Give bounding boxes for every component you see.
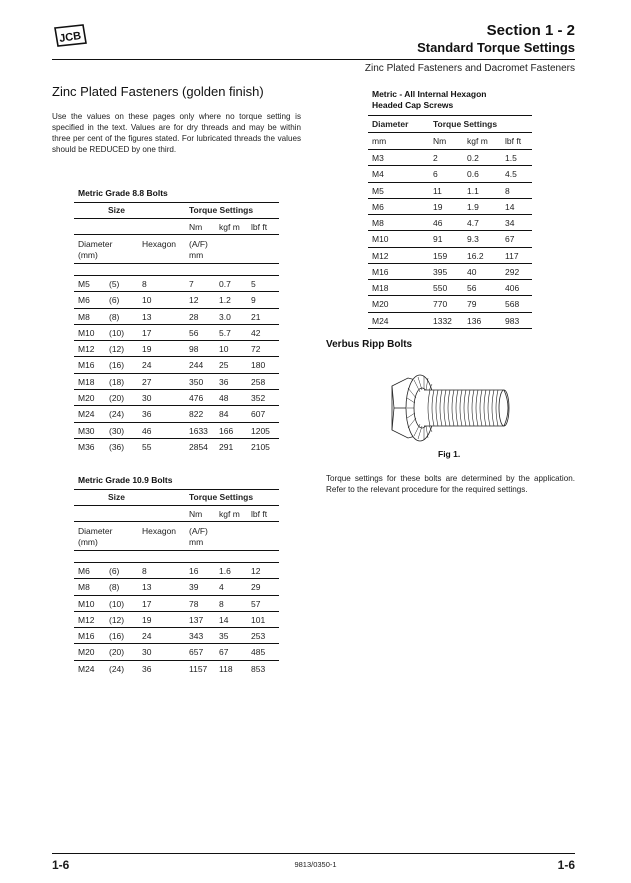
table-cell: 25 <box>215 357 247 373</box>
table-cell: 4 <box>215 579 247 595</box>
table-cell: 166 <box>215 422 247 438</box>
table-row <box>74 373 279 389</box>
table-cell: 4.5 <box>501 166 532 182</box>
table-cell: 2105 <box>247 438 279 454</box>
col-header-af: (A/F) <box>189 239 208 249</box>
table-cell: 14 <box>501 198 532 214</box>
header-divider <box>52 59 575 60</box>
table-cell: 2 <box>429 150 463 166</box>
table-cell: 46 <box>429 215 463 231</box>
table-row <box>74 324 279 340</box>
table-row <box>74 628 279 644</box>
table-cell: 42 <box>247 324 279 340</box>
table-cell: 8 <box>138 563 185 579</box>
table-cell: 8 <box>138 276 185 292</box>
section-title: Section 1 - 2 <box>486 22 575 39</box>
table-cell: 72 <box>247 341 279 357</box>
table-cell: (12) <box>105 341 138 357</box>
table-row <box>368 280 532 296</box>
table-cell: 101 <box>247 611 279 627</box>
col-header-kgfm: kgf m <box>463 133 501 150</box>
table-cell: 98 <box>185 341 215 357</box>
table-cell: 13 <box>138 308 185 324</box>
table-cell: 1.6 <box>215 563 247 579</box>
table-cell: M10 <box>74 324 105 340</box>
table-cell: M6 <box>74 563 105 579</box>
table-row <box>74 422 279 438</box>
table-cell: 770 <box>429 296 463 312</box>
verbus-paragraph: Torque settings for these bolts are determined by the application. Refer to the relevant procedure for the required settings. <box>326 474 575 494</box>
col-header-kgfm: kgf m <box>215 219 247 235</box>
table-row <box>74 341 279 357</box>
figure-caption: Fig 1. <box>438 449 461 459</box>
table-cell: 9 <box>247 292 279 308</box>
capscrews-title <box>372 89 486 111</box>
table-cell: 21 <box>247 308 279 324</box>
col-header-lbfft: lbf ft <box>247 219 279 235</box>
table-cell: 48 <box>215 390 247 406</box>
table-cell: 406 <box>501 280 532 296</box>
table-cell: 34 <box>501 215 532 231</box>
capscrews-title-line2: Headed Cap Screws <box>372 100 454 110</box>
table-cell: 67 <box>501 231 532 247</box>
col-header-hexagon: Hexagon <box>138 235 185 264</box>
table-cell: 1.1 <box>463 182 501 198</box>
table-cell: 19 <box>429 198 463 214</box>
table-cell: M12 <box>368 247 429 263</box>
table-cell: M8 <box>74 308 105 324</box>
table-row <box>368 296 532 312</box>
col-header-size: Size <box>74 203 185 219</box>
table-cell: 10 <box>215 341 247 357</box>
table-cell: 657 <box>185 644 215 660</box>
col-header-mm: mm <box>368 133 429 150</box>
table-cell: (8) <box>105 579 138 595</box>
table-cell: 8 <box>215 595 247 611</box>
table-cell: M5 <box>74 276 105 292</box>
table-cell: (10) <box>105 324 138 340</box>
table-cell: M20 <box>368 296 429 312</box>
page-number-right: 1-6 <box>557 858 575 872</box>
col-header-diameter: Diameter <box>78 526 113 536</box>
table-cell: 159 <box>429 247 463 263</box>
table-cell: M8 <box>74 579 105 595</box>
table-cell: 253 <box>247 628 279 644</box>
table-cell: M20 <box>74 390 105 406</box>
grade88-table <box>74 202 279 455</box>
header-description: Zinc Plated Fasteners and Dacromet Fasteners <box>364 63 575 74</box>
table-cell: 27 <box>138 373 185 389</box>
table-cell: 91 <box>429 231 463 247</box>
table-cell: 118 <box>215 660 247 676</box>
table-row <box>74 276 279 292</box>
table-cell: 39 <box>185 579 215 595</box>
table-cell: 7 <box>185 276 215 292</box>
flange-bolt-icon <box>380 372 515 444</box>
table-row <box>368 166 532 182</box>
table-cell: M12 <box>74 611 105 627</box>
table-cell: 1332 <box>429 312 463 328</box>
table-cell: 1.9 <box>463 198 501 214</box>
table-cell: 16.2 <box>463 247 501 263</box>
table-cell: M24 <box>74 660 105 676</box>
table-cell: 3.0 <box>215 308 247 324</box>
table-cell: 14 <box>215 611 247 627</box>
table-cell: M5 <box>368 182 429 198</box>
grade88-title: Metric Grade 8.8 Bolts <box>78 188 168 198</box>
col-header-af-unit: mm <box>189 250 204 260</box>
table-cell: 13 <box>138 579 185 595</box>
table-row <box>74 438 279 454</box>
table-cell: 6 <box>429 166 463 182</box>
table-row <box>74 292 279 308</box>
table-cell: (8) <box>105 308 138 324</box>
table-row <box>74 644 279 660</box>
col-header-hexagon: Hexagon <box>138 522 185 551</box>
table-row <box>74 390 279 406</box>
table-cell: 56 <box>185 324 215 340</box>
table-cell: 983 <box>501 312 532 328</box>
table-cell: 395 <box>429 263 463 279</box>
intro-paragraph: Use the values on these pages only where no torque setting is specified in the text. Values are for dry threads and may be within three per cent of the figures stated. For lubricated threads the values should be REDUCED by one third. <box>52 112 301 154</box>
table-cell: 40 <box>463 263 501 279</box>
table-row <box>74 611 279 627</box>
table-cell: 5.7 <box>215 324 247 340</box>
col-header-diameter: Diameter <box>368 116 429 133</box>
capscrews-table <box>368 115 532 329</box>
table-cell: (6) <box>105 563 138 579</box>
table-cell: (24) <box>105 406 138 422</box>
table-cell: (16) <box>105 628 138 644</box>
table-cell: 117 <box>501 247 532 263</box>
table-cell: 57 <box>247 595 279 611</box>
table-cell: (36) <box>105 438 138 454</box>
table-cell: (18) <box>105 373 138 389</box>
col-header-diameter: Diameter <box>78 239 113 249</box>
table-cell: (20) <box>105 390 138 406</box>
col-header-torque: Torque Settings <box>185 490 279 506</box>
table-cell: 10 <box>138 292 185 308</box>
table-cell: 36 <box>215 373 247 389</box>
table-cell: 79 <box>463 296 501 312</box>
table-cell: 136 <box>463 312 501 328</box>
col-header-kgfm: kgf m <box>215 506 247 522</box>
table-cell: 8 <box>501 182 532 198</box>
table-cell: M30 <box>74 422 105 438</box>
table-cell: 78 <box>185 595 215 611</box>
table-cell: 550 <box>429 280 463 296</box>
table-row <box>74 660 279 676</box>
table-row <box>368 215 532 231</box>
table-row <box>368 231 532 247</box>
table-cell: 46 <box>138 422 185 438</box>
table-cell: 0.7 <box>215 276 247 292</box>
jcb-logo-icon <box>52 24 88 48</box>
verbus-heading: Verbus Ripp Bolts <box>326 339 413 350</box>
table-cell: 1633 <box>185 422 215 438</box>
table-cell: 352 <box>247 390 279 406</box>
table-cell: (5) <box>105 276 138 292</box>
table-cell: M12 <box>74 341 105 357</box>
table-cell: 24 <box>138 357 185 373</box>
table-cell: M6 <box>368 198 429 214</box>
col-header-nm: Nm <box>185 506 215 522</box>
table-cell: 4.7 <box>463 215 501 231</box>
table-cell: 16 <box>185 563 215 579</box>
table-cell: M24 <box>74 406 105 422</box>
table-cell: 568 <box>501 296 532 312</box>
table-cell: M6 <box>74 292 105 308</box>
footer-divider <box>52 853 575 854</box>
table-row <box>74 406 279 422</box>
table-cell: M18 <box>74 373 105 389</box>
table-row <box>74 595 279 611</box>
table-cell: 12 <box>185 292 215 308</box>
table-cell: (20) <box>105 644 138 660</box>
table-row <box>74 563 279 579</box>
col-header-torque: Torque Settings <box>185 203 279 219</box>
table-cell: 84 <box>215 406 247 422</box>
col-header-lbfft: lbf ft <box>247 506 279 522</box>
page-heading: Zinc Plated Fasteners (golden finish) <box>52 84 264 99</box>
table-cell: 11 <box>429 182 463 198</box>
table-cell: 607 <box>247 406 279 422</box>
table-row <box>368 263 532 279</box>
col-header-lbfft: lbf ft <box>501 133 532 150</box>
table-cell: 137 <box>185 611 215 627</box>
table-cell: 56 <box>463 280 501 296</box>
table-cell: 19 <box>138 341 185 357</box>
table-cell: (30) <box>105 422 138 438</box>
table-cell: 2854 <box>185 438 215 454</box>
table-cell: M10 <box>368 231 429 247</box>
table-cell: 0.2 <box>463 150 501 166</box>
table-cell: 1.5 <box>501 150 532 166</box>
table-cell: 350 <box>185 373 215 389</box>
capscrews-title-line1: Metric - All Internal Hexagon <box>372 89 487 99</box>
table-row <box>368 150 532 166</box>
table-cell: 292 <box>501 263 532 279</box>
table-cell: (6) <box>105 292 138 308</box>
table-row <box>74 357 279 373</box>
table-cell: M16 <box>368 263 429 279</box>
table-cell: 55 <box>138 438 185 454</box>
col-header-torque: Torque Settings <box>429 116 532 133</box>
table-cell: 28 <box>185 308 215 324</box>
table-cell: (12) <box>105 611 138 627</box>
table-cell: M16 <box>74 628 105 644</box>
col-header-diameter-unit: (mm) <box>78 250 98 260</box>
table-cell: 0.6 <box>463 166 501 182</box>
table-cell: 476 <box>185 390 215 406</box>
section-subtitle: Standard Torque Settings <box>417 40 575 55</box>
table-cell: 180 <box>247 357 279 373</box>
table-cell: 1.2 <box>215 292 247 308</box>
table-cell: M10 <box>74 595 105 611</box>
document-number: 9813/0350-1 <box>294 860 337 869</box>
table-cell: 291 <box>215 438 247 454</box>
table-row <box>74 308 279 324</box>
col-header-nm: Nm <box>185 219 215 235</box>
table-cell: 244 <box>185 357 215 373</box>
table-cell: M16 <box>74 357 105 373</box>
table-cell: 29 <box>247 579 279 595</box>
col-header-af: (A/F) <box>189 526 208 536</box>
grade109-table <box>74 489 279 677</box>
table-cell: (10) <box>105 595 138 611</box>
table-cell: 485 <box>247 644 279 660</box>
table-cell: M3 <box>368 150 429 166</box>
table-cell: 36 <box>138 660 185 676</box>
grade109-title: Metric Grade 10.9 Bolts <box>78 475 173 485</box>
table-cell: 30 <box>138 644 185 660</box>
page-number-left: 1-6 <box>52 858 70 872</box>
table-cell: 1157 <box>185 660 215 676</box>
col-header-nm: Nm <box>429 133 463 150</box>
table-cell: 1205 <box>247 422 279 438</box>
table-cell: 853 <box>247 660 279 676</box>
table-cell: M18 <box>368 280 429 296</box>
table-row <box>74 579 279 595</box>
table-row <box>368 247 532 263</box>
table-cell: M8 <box>368 215 429 231</box>
table-cell: M4 <box>368 166 429 182</box>
col-header-af-unit: mm <box>189 537 204 547</box>
table-cell: 17 <box>138 324 185 340</box>
table-cell: (24) <box>105 660 138 676</box>
table-cell: 36 <box>138 406 185 422</box>
table-cell: 9.3 <box>463 231 501 247</box>
table-cell: M24 <box>368 312 429 328</box>
table-cell: 822 <box>185 406 215 422</box>
svg-text:JCB: JCB <box>58 30 82 45</box>
table-row <box>368 198 532 214</box>
table-cell: 17 <box>138 595 185 611</box>
table-row <box>368 182 532 198</box>
table-cell: 35 <box>215 628 247 644</box>
table-cell: (16) <box>105 357 138 373</box>
table-cell: 67 <box>215 644 247 660</box>
table-cell: 5 <box>247 276 279 292</box>
table-cell: 24 <box>138 628 185 644</box>
table-cell: 19 <box>138 611 185 627</box>
table-cell: 258 <box>247 373 279 389</box>
table-cell: 12 <box>247 563 279 579</box>
table-cell: 343 <box>185 628 215 644</box>
col-header-diameter-unit: (mm) <box>78 537 98 547</box>
table-cell: 30 <box>138 390 185 406</box>
table-cell: M20 <box>74 644 105 660</box>
col-header-size: Size <box>74 490 185 506</box>
table-row <box>368 312 532 328</box>
table-cell: M36 <box>74 438 105 454</box>
